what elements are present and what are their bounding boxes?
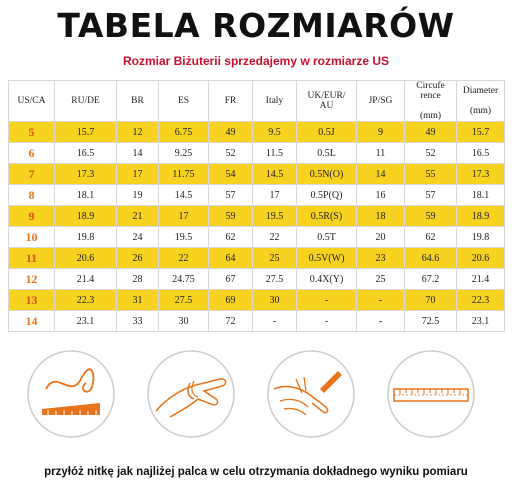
- table-cell: 14: [117, 143, 159, 164]
- table-cell: 62: [405, 227, 457, 248]
- table-cell: 23.1: [55, 311, 117, 332]
- header-cell: US/CA: [9, 81, 55, 122]
- table-cell: 0.5T: [297, 227, 357, 248]
- table-cell: 69: [209, 290, 253, 311]
- table-cell: 21.4: [55, 269, 117, 290]
- table-cell: 59: [209, 206, 253, 227]
- table-cell: 16: [357, 185, 405, 206]
- table-cell: 24.75: [159, 269, 209, 290]
- table-cell: 23: [357, 248, 405, 269]
- table-cell: 72: [209, 311, 253, 332]
- table-cell: 25: [357, 269, 405, 290]
- table-cell: 23.1: [457, 311, 505, 332]
- us-size-cell: 9: [9, 206, 55, 227]
- header-cell: UK/EUR/ AU: [297, 81, 357, 122]
- table-cell: 54: [209, 164, 253, 185]
- table-row: [9, 122, 505, 143]
- table-cell: 22.3: [457, 290, 505, 311]
- table-cell: 14: [357, 164, 405, 185]
- table-cell: 27.5: [159, 290, 209, 311]
- table-cell: 30: [159, 311, 209, 332]
- table-cell: 21.4: [457, 269, 505, 290]
- table-row: [9, 248, 505, 269]
- header-cell: JP/SG: [357, 81, 405, 122]
- table-cell: 9.5: [253, 122, 297, 143]
- table-row: [9, 311, 505, 332]
- table-cell: 64: [209, 248, 253, 269]
- table-cell: 20: [357, 227, 405, 248]
- table-cell: 57: [209, 185, 253, 206]
- table-cell: 18.9: [457, 206, 505, 227]
- table-cell: 64.6: [405, 248, 457, 269]
- table-cell: 19.8: [457, 227, 505, 248]
- header-cell: FR: [209, 81, 253, 122]
- table-cell: 49: [209, 122, 253, 143]
- instruction-caption: przyłóż nitkę jak najliżej palca w celu otrzymania dokładnego wyniku pomiaru: [44, 466, 468, 478]
- table-row: [9, 269, 505, 290]
- table-cell: 11: [357, 143, 405, 164]
- table-cell: 14.5: [253, 164, 297, 185]
- table-cell: 21: [117, 206, 159, 227]
- table-cell: 22: [159, 248, 209, 269]
- header-cell: Italy: [253, 81, 297, 122]
- table-row: [9, 227, 505, 248]
- page-title: TABELA ROZMIARÓW: [57, 6, 455, 45]
- table-cell: 15.7: [457, 122, 505, 143]
- us-size-cell: 11: [9, 248, 55, 269]
- table-cell: 72.5: [405, 311, 457, 332]
- table-cell: 6.75: [159, 122, 209, 143]
- table-cell: 57: [405, 185, 457, 206]
- table-cell: 0.5L: [297, 143, 357, 164]
- table-cell: 11.75: [159, 164, 209, 185]
- table-cell: 16.5: [457, 143, 505, 164]
- table-cell: 49: [405, 122, 457, 143]
- table-cell: 19.5: [159, 227, 209, 248]
- us-size-cell: 10: [9, 227, 55, 248]
- table-header-row: [9, 81, 505, 122]
- table-cell: 17: [253, 185, 297, 206]
- table-cell: 14.5: [159, 185, 209, 206]
- table-cell: -: [357, 290, 405, 311]
- finger-with-string-icon: [146, 349, 236, 439]
- table-row: [9, 164, 505, 185]
- table-cell: 9.25: [159, 143, 209, 164]
- header-cell: Circufe rence (mm): [405, 81, 457, 122]
- table-cell: 52: [209, 143, 253, 164]
- table-cell: 19.8: [55, 227, 117, 248]
- table-cell: 18: [357, 206, 405, 227]
- table-cell: 67.2: [405, 269, 457, 290]
- table-cell: 28: [117, 269, 159, 290]
- table-cell: -: [297, 290, 357, 311]
- table-cell: 11.5: [253, 143, 297, 164]
- table-row: [9, 206, 505, 227]
- header-cell: Diameter (mm): [457, 81, 505, 122]
- table-cell: 59: [405, 206, 457, 227]
- table-cell: 19.5: [253, 206, 297, 227]
- measurement-instructions: [0, 349, 512, 439]
- table-cell: 22.3: [55, 290, 117, 311]
- table-cell: 20.6: [55, 248, 117, 269]
- table-cell: 0.5P(Q): [297, 185, 357, 206]
- table-cell: 9: [357, 122, 405, 143]
- table-cell: 0.5R(S): [297, 206, 357, 227]
- us-size-cell: 6: [9, 143, 55, 164]
- table-cell: 15.7: [55, 122, 117, 143]
- table-cell: 18.9: [55, 206, 117, 227]
- table-body: [9, 122, 505, 332]
- us-size-cell: 14: [9, 311, 55, 332]
- table-cell: 16.5: [55, 143, 117, 164]
- table-cell: 52: [405, 143, 457, 164]
- header-cell: BR: [117, 81, 159, 122]
- table-cell: -: [357, 311, 405, 332]
- table-cell: 25: [253, 248, 297, 269]
- table-cell: 19: [117, 185, 159, 206]
- table-row: [9, 143, 505, 164]
- table-cell: -: [253, 311, 297, 332]
- header-cell: RU/DE: [55, 81, 117, 122]
- marking-string-icon: [266, 349, 356, 439]
- table-cell: -: [297, 311, 357, 332]
- table-cell: 70: [405, 290, 457, 311]
- us-size-cell: 5: [9, 122, 55, 143]
- table-cell: 0.4X(Y): [297, 269, 357, 290]
- table-cell: 0.5V(W): [297, 248, 357, 269]
- table-cell: 17.3: [55, 164, 117, 185]
- table-cell: 22: [253, 227, 297, 248]
- table-cell: 0.5J: [297, 122, 357, 143]
- table-row: [9, 290, 505, 311]
- table-cell: 12: [117, 122, 159, 143]
- table-cell: 24: [117, 227, 159, 248]
- string-and-ruler-icon: [26, 349, 116, 439]
- table-cell: 17.3: [457, 164, 505, 185]
- table-cell: 33: [117, 311, 159, 332]
- us-size-cell: 7: [9, 164, 55, 185]
- table-cell: 17: [117, 164, 159, 185]
- table-cell: 18.1: [55, 185, 117, 206]
- table-cell: 0.5N(O): [297, 164, 357, 185]
- table-cell: 17: [159, 206, 209, 227]
- table-cell: 18.1: [457, 185, 505, 206]
- us-size-cell: 13: [9, 290, 55, 311]
- us-size-cell: 8: [9, 185, 55, 206]
- table-cell: 27.5: [253, 269, 297, 290]
- us-size-cell: 12: [9, 269, 55, 290]
- page-subtitle: Rozmiar Biżuterii sprzedajemy w rozmiarze US: [122, 54, 390, 68]
- header-cell: ES: [159, 81, 209, 122]
- table-cell: 55: [405, 164, 457, 185]
- table-cell: 31: [117, 290, 159, 311]
- size-chart-table: [8, 80, 505, 332]
- ruler-measurement-icon: [386, 349, 476, 439]
- table-row: [9, 185, 505, 206]
- table-cell: 62: [209, 227, 253, 248]
- table-cell: 26: [117, 248, 159, 269]
- table-cell: 30: [253, 290, 297, 311]
- table-cell: 20.6: [457, 248, 505, 269]
- table-cell: 67: [209, 269, 253, 290]
